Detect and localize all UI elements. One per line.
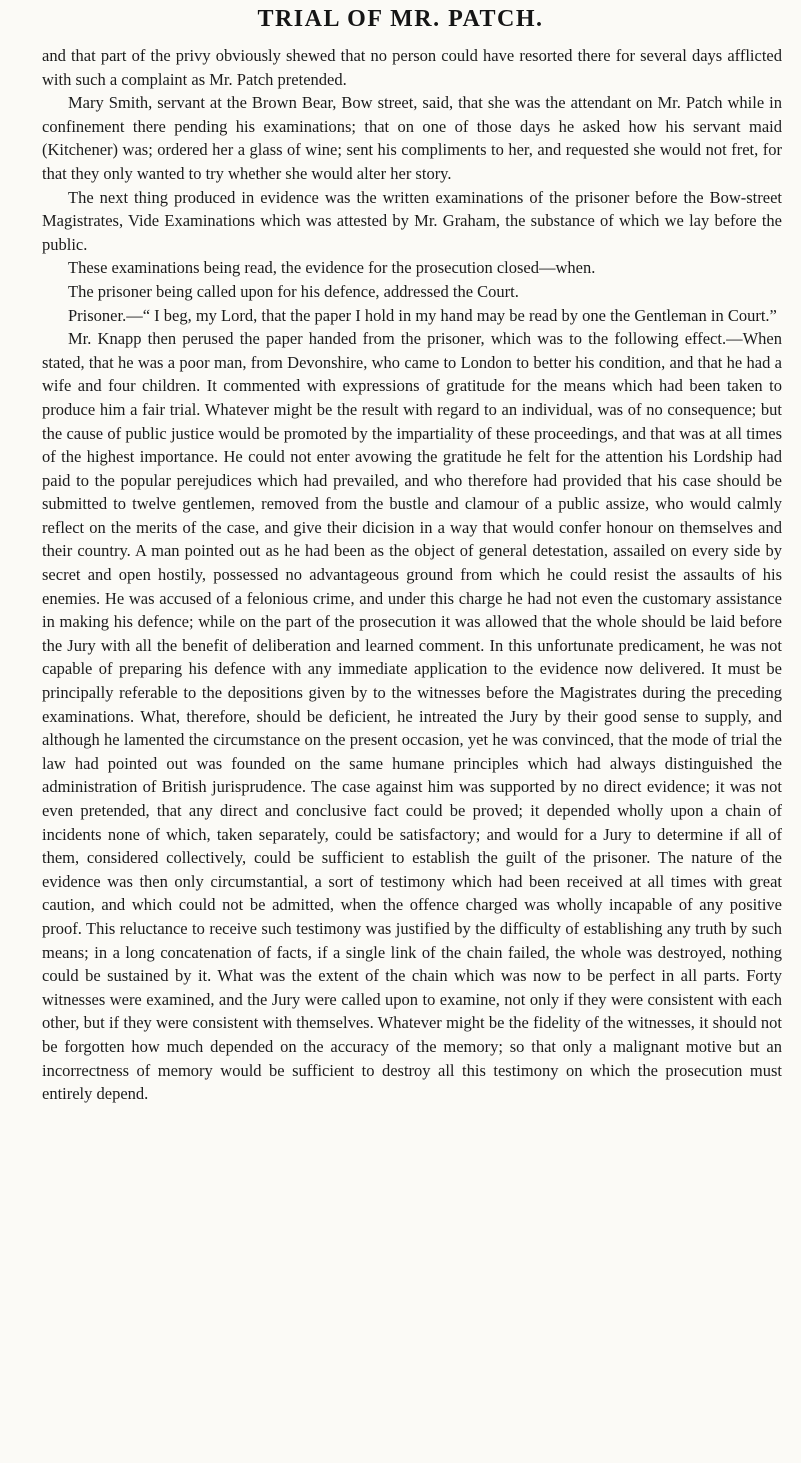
paragraph-prosecution-closed: These examinations being read, the evidence for the prosecution closed—when.: [68, 258, 596, 278]
paragraph-prisoner-called: The prisoner being called upon for his defence, addressed the Court.: [68, 281, 519, 301]
running-head: TRIAL OF MR. PATCH.: [257, 6, 544, 32]
body-text: [42, 44, 782, 1106]
paragraph-prisoner-request: Prisoner.—“ I beg, my Lord, that the paper I hold in my hand may be read by one the Gentleman in Court.”: [68, 305, 777, 325]
paragraph-written-examinations: The next thing produced in evidence was the written examinations of the prisoner before the Bow-street Magistrates, Vide Examinations which was attested by Mr. Graham, the substance of which we lay before the public.: [42, 187, 782, 254]
paragraph-defence-statement: Mr. Knapp then perused the paper handed from the prisoner, which was to the following effect.—When stated, that he was a poor man, from Devonshire, who came to London to better his condition, and that he had a wife and four children. It commented with expressions of gratitude for the means which had been taken to produce him a fair trial. Whatever might be the result with regard to an individual, was of no consequence; but the cause of public justice would be promoted by the impartiality of these proceedings, and that was at all times of the highest importance. He could not enter avowing the gratitude he felt for the attention his Lordship had paid to the popular perejudices which had prevailed, and who therefore had provided that his case should be submitted to twelve gentlemen, removed from the bustle and clamour of a public assize, who would calmly reflect on the merits of the case, and give their dicision in a way that would confer honour on themselves and their country. A man pointed out as he had been as the object of general detestation, assailed on every side by secret and open hostily, possessed no advantageous ground from which he could resist the assaults of his enemies. He was accused of a felonious crime, and under this charge he had not even the customary assistance in making his defence; while on the part of the prosecution it was allowed that the whole should be laid before the Jury with all the benefit of deliberation and learned comment. In this unfortunate predicament, he was not capable of preparing his defence with any immediate application to the evidence now delivered. It must be principally referable to the depositions given by to the witnesses before the Magistrates during the preceding examinations. What, therefore, should be deficient, he intreated the Jury by their good sense to supply, and although he lamented the circumstance on the present occasion, yet he was convinced, that the mode of trial the law had pointed out was founded on the same humane principles which had always distinguished the administration of British jurisprudence. The case against him was supported by no direct evidence; it was not even pretended, that any direct and conclusive fact could be proved; it depended wholly upon a chain of incidents none of which, taken separately, could be satisfactory; and would for a Jury to determine if all of them, considered collectively, could be sufficient to establish the guilt of the prisoner. The nature of the evidence was then only circumstantial, a sort of testimony which had been received at all times with great caution, and which could not be admitted, when the offence charged was wholly incapable of any positive proof. This reluctance to receive such testimony was justified by the difficulty of establishing any truth by such means; in a long concatenation of facts, if a single link of the chain failed, the whole was destroyed, nothing could be sustained by it. What was the extent of the chain which was now to be perfect in all parts. Forty witnesses were examined, and the Jury were called upon to examine, not only if they were consistent with each other, but if they were consistent with themselves. Whatever might be the fidelity of the witnesses, it should not be forgotten how much depended on the accuracy of the memory; so that only a malignant motive but an incorrectness of memory would be sufficient to destroy all this testimony on which the prosecution must entirely depend.: [42, 329, 782, 1104]
paragraph-mary-smith: Mary Smith, servant at the Brown Bear, Bow street, said, that she was the attendant on Mr. Patch while in confinement there pending his examinations; that on one of those days he asked how his servant maid (Kitchener) was; ordered her a glass of wine; sent his compliments to her, and requested she would not fret, for that they only wanted to try whether she would alter her story.: [42, 93, 782, 183]
paragraph-continuation: and that part of the privy obviously shewed that no person could have resorted there for several days afflicted with such a complaint as Mr. Patch pretended.: [42, 46, 782, 89]
